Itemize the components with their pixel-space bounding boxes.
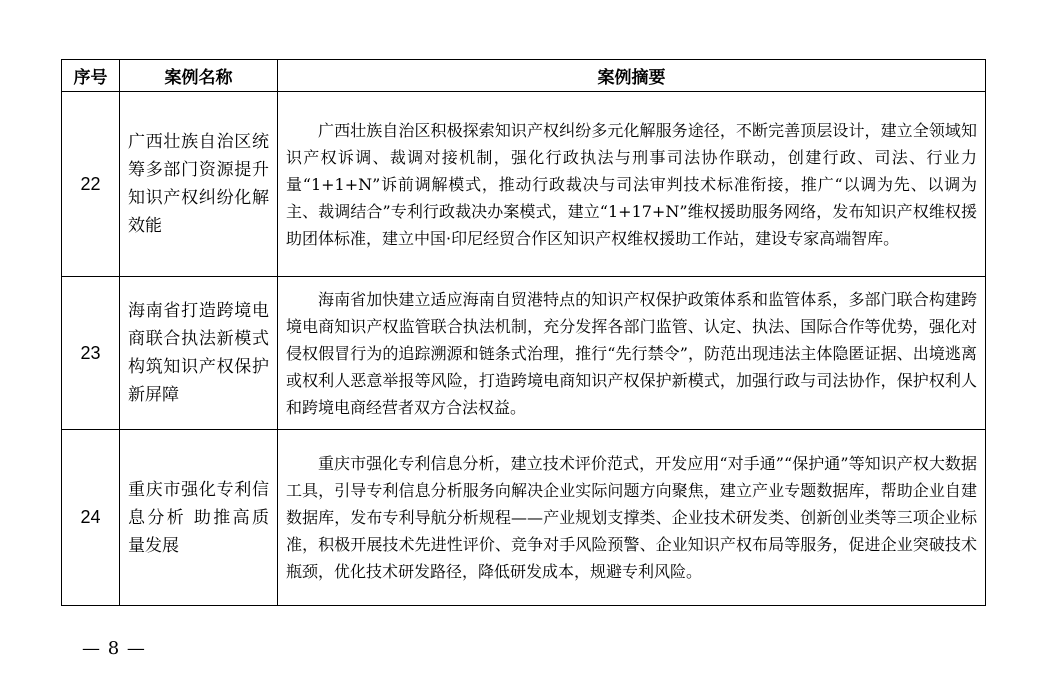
case-summary-text: 广西壮族自治区积极探索知识产权纠纷多元化解服务途径，不断完善顶层设计，建立全领域知识产权诉调、裁调对接机制，强化行政执法与刑事司法协作联动，创建行政、司法、行业力量“1+1+N”诉前调解模式，推动行政裁决与司法审判技术标准衔接，推广“以调为先、以调为主、裁调结合”专利行政裁决办案模式，建立“1+17+N”维权援助服务网络，发布知识产权维权援助团体标准，建立中国·印尼经贸合作区知识产权维权援助工作站，建设专家高端智库。 xyxy=(286,120,977,248)
case-summary xyxy=(278,430,986,606)
case-name: 海南省打造跨境电商联合执法新模式 构筑知识产权保护新屏障 xyxy=(120,277,278,430)
header-summary: 案例摘要 xyxy=(278,60,986,92)
table-row xyxy=(62,92,986,277)
header-name: 案例名称 xyxy=(120,60,278,92)
header-no: 序号 xyxy=(62,60,120,92)
page-number: — 8 — xyxy=(82,638,146,659)
case-number: 23 xyxy=(62,277,120,430)
case-name: 广西壮族自治区统筹多部门资源提升知识产权纠纷化解效能 xyxy=(120,92,278,277)
table-header-row xyxy=(62,60,986,92)
case-number: 24 xyxy=(62,430,120,606)
table-row xyxy=(62,277,986,430)
case-name: 重庆市强化专利信息分析 助推高质量发展 xyxy=(120,430,278,606)
case-table xyxy=(61,59,986,606)
case-summary xyxy=(278,92,986,277)
case-summary xyxy=(278,277,986,430)
case-summary-text: 海南省加快建立适应海南自贸港特点的知识产权保护政策体系和监管体系，多部门联合构建跨境电商知识产权监管联合执法机制，充分发挥各部门监管、认定、执法、国际合作等优势，强化对侵权假冒行为的追踪溯源和链条式治理，推行“先行禁令”，防范出现违法主体隐匿证据、出境逃离或权利人恶意举报等风险，打造跨境电商知识产权保护新模式，加强行政与司法协作，保护权利人和跨境电商经营者双方合法权益。 xyxy=(286,289,977,417)
case-number: 22 xyxy=(62,92,120,277)
table-row xyxy=(62,430,986,606)
case-summary-text: 重庆市强化专利信息分析，建立技术评价范式，开发应用“对手通”“保护通”等知识产权大数据工具，引导专利信息分析服务向解决企业实际问题方向聚焦，建立产业专题数据库，帮助企业自建数据库，发布专利导航分析规程——产业规划支撑类、企业技术研发类、创新创业类等三项企业标准，积极开展技术先进性评价、竞争对手风险预警、企业知识产权布局等服务，促进企业突破技术瓶颈，优化技术研发路径，降低研发成本，规避专利风险。 xyxy=(286,454,977,581)
